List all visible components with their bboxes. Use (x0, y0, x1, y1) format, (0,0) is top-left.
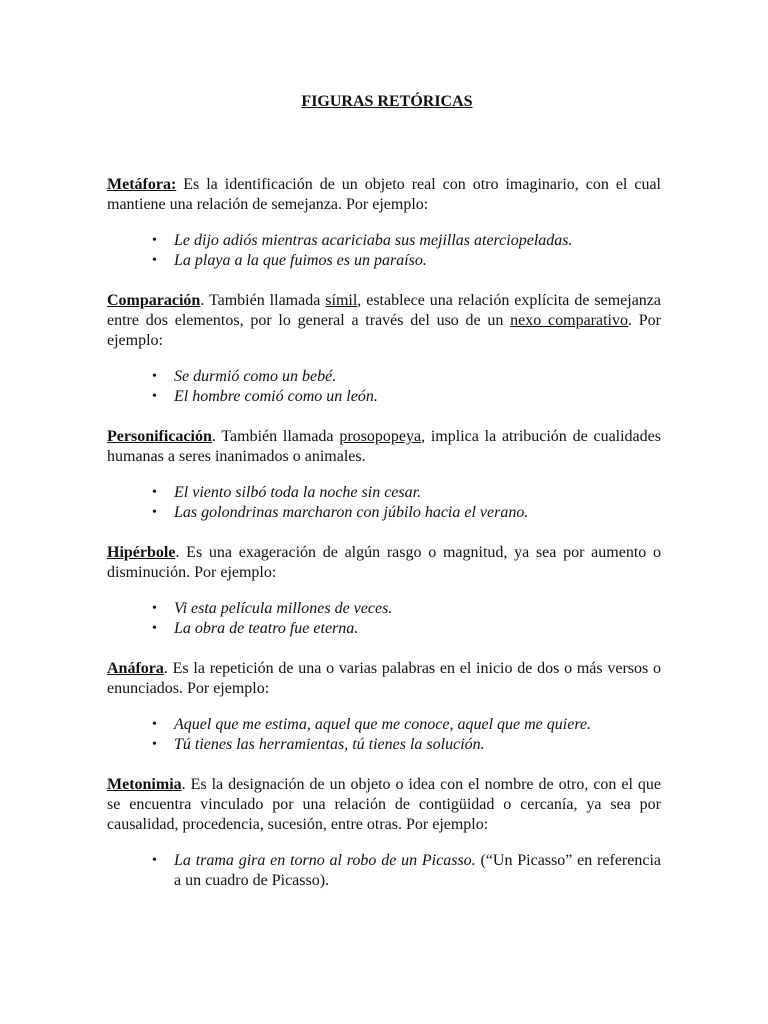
example-note: (“Un Picasso” en referencia a un cuadro de Picasso). (174, 852, 661, 889)
examples-list (107, 715, 661, 755)
definition-text: . Por ejemplo: (107, 312, 661, 349)
definition-text: . Es la designación de un objeto o idea con el nombre de otro, con el que se encuentra vinculado por una relación de contigüidad o cercanía, ya sea por causalidad, procedencia, sucesión, entre otras. Por ejemplo: (107, 776, 661, 833)
example-text: Se durmió como un bebé. (174, 368, 337, 385)
definition-text: . Es la repetición de una o varias palabras en el inicio de dos o más versos o enunciados. Por ejemplo: (107, 660, 661, 697)
definition-paragraph (107, 775, 661, 835)
definition-text: Es la identificación de un objeto real con otro imaginario, con el cual mantiene una relación de semejanza. Por ejemplo: (107, 176, 661, 213)
examples-list (107, 851, 661, 891)
bullet-icon: • (152, 233, 157, 248)
list-item (152, 503, 661, 523)
bullet-icon: • (152, 717, 157, 732)
examples-list (107, 599, 661, 639)
list-item (152, 387, 661, 407)
list-item (152, 231, 661, 251)
section-comparacion (107, 291, 661, 407)
definition-text: . También llamada (211, 428, 340, 445)
example-text: La trama gira en torno al robo de un Picasso. (174, 852, 476, 869)
bullet-icon: • (152, 253, 157, 268)
document-title: FIGURAS RETÓRICAS (301, 93, 473, 110)
definition-paragraph (107, 175, 661, 215)
bullet-icon: • (152, 853, 157, 868)
list-item (152, 851, 661, 891)
list-item (152, 367, 661, 387)
term-heading: Hipérbole (107, 544, 176, 561)
example-text: Tú tienes las herramientas, tú tienes la solución. (174, 736, 485, 753)
definition-text: , establece una relación explícita de semejanza entre dos elementos, por lo general a través del uso de un (107, 292, 661, 329)
example-text: La obra de teatro fue eterna. (174, 620, 359, 637)
examples-list (107, 367, 661, 407)
link-simil[interactable]: símil (325, 292, 358, 309)
examples-list (107, 231, 661, 271)
list-item (152, 251, 661, 271)
bullet-icon: • (152, 389, 157, 404)
link-nexo-comparativo[interactable]: nexo comparativo (510, 312, 628, 329)
example-text: Aquel que me estima, aquel que me conoce, aquel que me quiere. (174, 716, 592, 733)
link-prosopopeya[interactable]: prosopopeya (339, 428, 422, 445)
bullet-icon: • (152, 485, 157, 500)
definition-text: . También llamada (200, 292, 326, 309)
term-heading: Personificación (107, 428, 212, 445)
example-text: Vi esta película millones de veces. (174, 600, 393, 617)
example-text: Le dijo adiós mientras acariciaba sus mejillas aterciopeladas. (174, 232, 573, 249)
list-item (152, 483, 661, 503)
term-heading: Metáfora: (107, 176, 177, 193)
section-metonimia (107, 775, 661, 891)
section-hiperbole (107, 543, 661, 639)
bullet-icon: • (152, 737, 157, 752)
definition-text: , implica la atribución de cualidades humanas a seres inanimados o animales. (107, 428, 661, 465)
definition-text: . Es una exageración de algún rasgo o magnitud, ya sea por aumento o disminución. Por ejemplo: (107, 544, 661, 581)
section-personificacion (107, 427, 661, 523)
document-page (107, 92, 661, 911)
examples-list (107, 483, 661, 523)
term-heading: Anáfora (107, 660, 164, 677)
bullet-icon: • (152, 601, 157, 616)
section-anafora (107, 659, 661, 755)
example-text: La playa a la que fuimos es un paraíso. (174, 252, 427, 269)
definition-paragraph (107, 543, 661, 583)
example-text: El hombre comió como un león. (174, 388, 378, 405)
definition-paragraph (107, 291, 661, 351)
bullet-icon: • (152, 369, 157, 384)
list-item (152, 715, 661, 735)
term-heading: Metonimia (107, 776, 182, 793)
example-text: Las golondrinas marcharon con júbilo hacia el verano. (174, 504, 529, 521)
bullet-icon: • (152, 505, 157, 520)
list-item (152, 619, 661, 639)
bullet-icon: • (152, 621, 157, 636)
list-item (152, 599, 661, 619)
definition-paragraph (107, 427, 661, 467)
example-text: El viento silbó toda la noche sin cesar. (174, 484, 422, 501)
term-heading: Comparación (107, 292, 201, 309)
definition-paragraph (107, 659, 661, 699)
list-item (152, 735, 661, 755)
section-metafora (107, 175, 661, 271)
